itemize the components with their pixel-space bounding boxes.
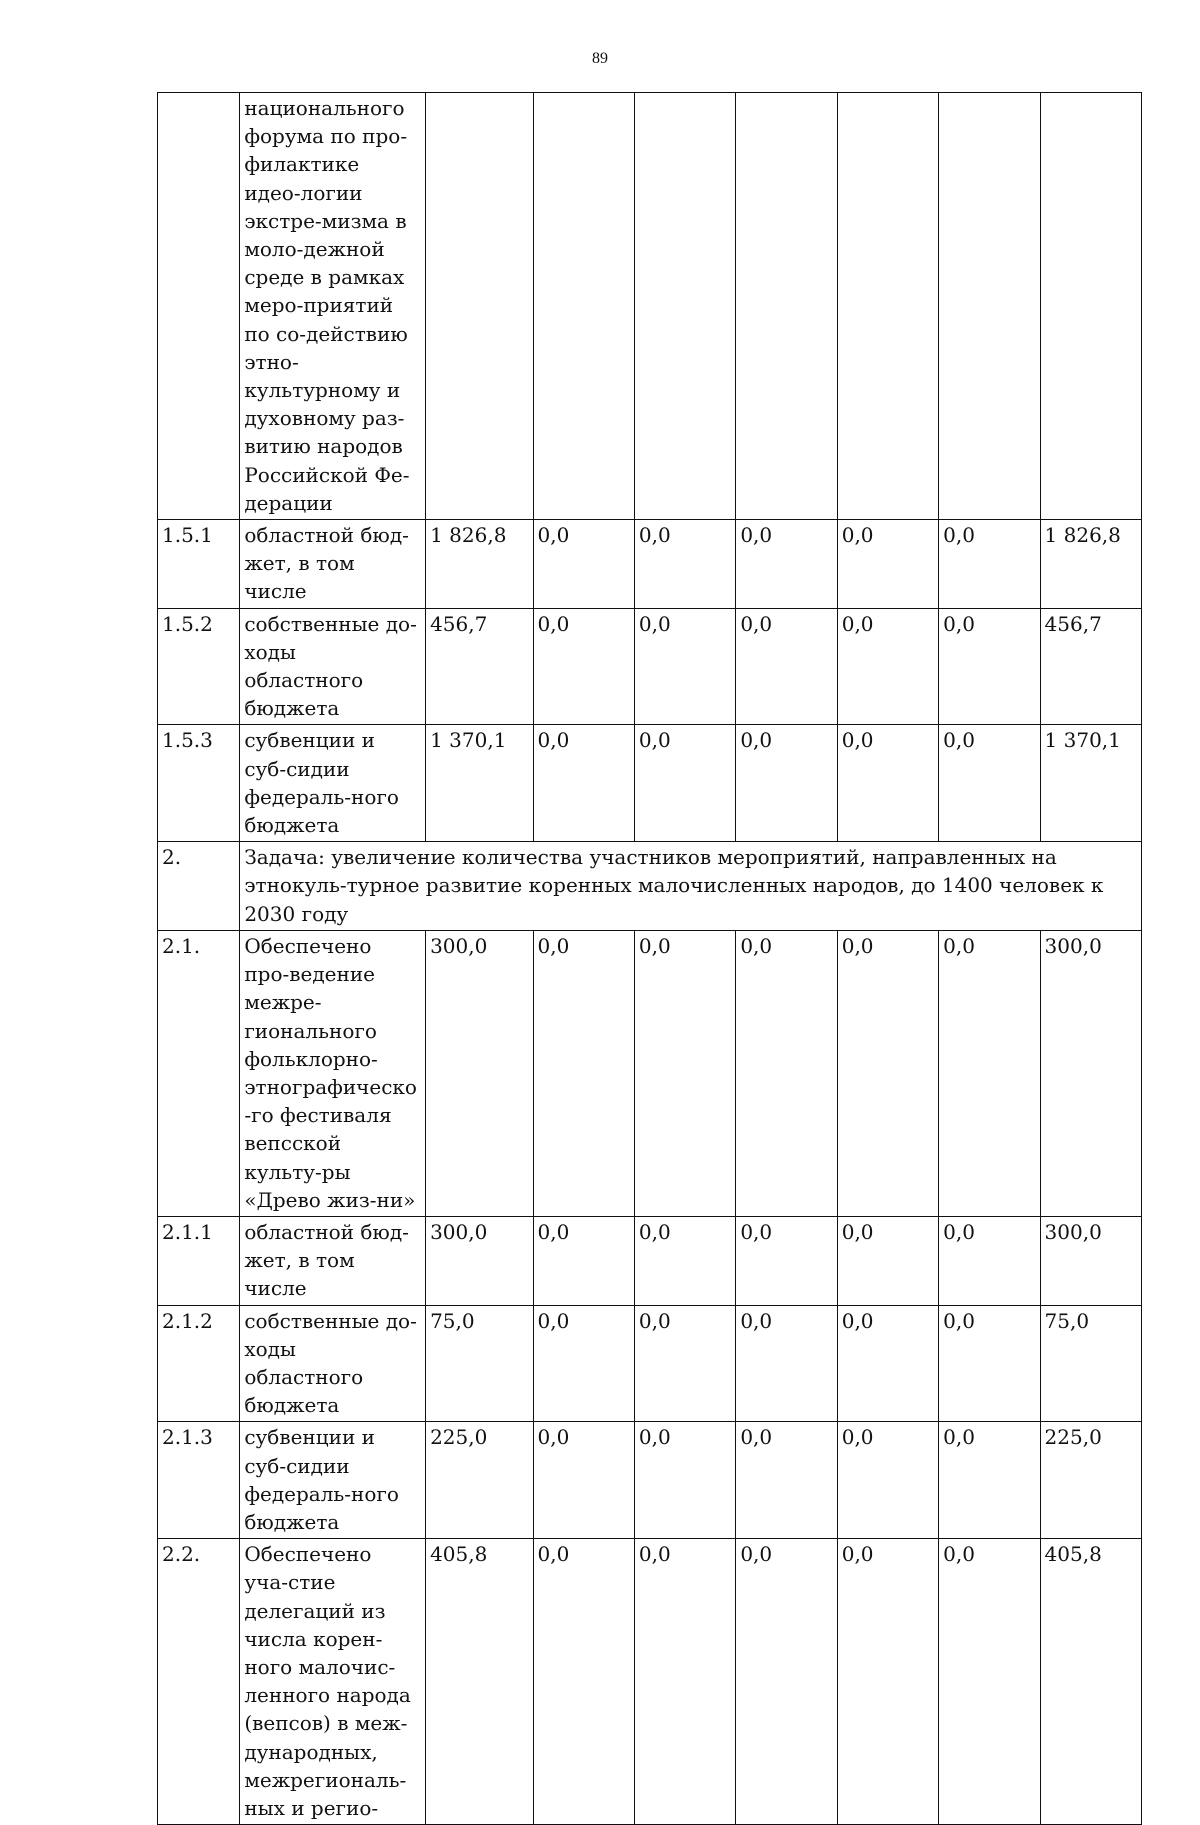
row-value: 0,0 xyxy=(736,520,837,609)
row-value xyxy=(426,93,533,520)
row-description: субвенции и суб-сидии федераль-ного бюджета xyxy=(240,725,426,842)
table-row xyxy=(158,1539,1142,1825)
row-value: 0,0 xyxy=(736,1305,837,1422)
table-row xyxy=(158,93,1142,520)
row-value: 0,0 xyxy=(533,1422,634,1539)
row-description: собственные до-ходы областного бюджета xyxy=(240,1305,426,1422)
table-row xyxy=(158,930,1142,1216)
row-value: 0,0 xyxy=(837,1305,938,1422)
row-value: 300,0 xyxy=(426,930,533,1216)
row-value: 0,0 xyxy=(939,725,1040,842)
row-value: 225,0 xyxy=(1040,1422,1141,1539)
table-row xyxy=(158,1422,1142,1539)
table-row xyxy=(158,1305,1142,1422)
row-number: 2.1. xyxy=(158,930,240,1216)
row-value: 0,0 xyxy=(533,1216,634,1305)
row-description: национального форума по про-филактике идео-логии экстре-мизма в моло-дежной среде в рамках меро-приятий по со-действию этно-культурному и духовному раз-витию народов Российской Фе-дерации xyxy=(240,93,426,520)
row-value: 0,0 xyxy=(939,1422,1040,1539)
row-value: 0,0 xyxy=(939,1305,1040,1422)
row-description: собственные до-ходы областного бюджета xyxy=(240,608,426,725)
row-value: 1 370,1 xyxy=(1040,725,1141,842)
task-number: 2. xyxy=(158,842,240,931)
row-value: 0,0 xyxy=(634,1216,735,1305)
row-number: 2.1.2 xyxy=(158,1305,240,1422)
row-description: Обеспечено уча-стие делегаций из числа корен-ного малочис-ленного народа (вепсов) в меж-дународных, межрегиональ-ных и регио- xyxy=(240,1539,426,1825)
row-value: 0,0 xyxy=(837,1216,938,1305)
budget-table xyxy=(157,92,1142,1825)
row-value: 0,0 xyxy=(939,1539,1040,1825)
row-value: 0,0 xyxy=(533,520,634,609)
row-value: 405,8 xyxy=(426,1539,533,1825)
row-value: 456,7 xyxy=(426,608,533,725)
row-value xyxy=(533,93,634,520)
row-value: 0,0 xyxy=(837,725,938,842)
row-value: 300,0 xyxy=(1040,1216,1141,1305)
row-number xyxy=(158,93,240,520)
row-value: 0,0 xyxy=(939,930,1040,1216)
row-value: 0,0 xyxy=(837,520,938,609)
row-description: областной бюд-жет, в том числе xyxy=(240,520,426,609)
row-value: 0,0 xyxy=(736,1539,837,1825)
row-description: субвенции и суб-сидии федераль-ного бюджета xyxy=(240,1422,426,1539)
row-value: 0,0 xyxy=(837,1422,938,1539)
page-number: 89 xyxy=(592,50,608,67)
row-value: 0,0 xyxy=(533,608,634,725)
row-number: 2.2. xyxy=(158,1539,240,1825)
row-value: 300,0 xyxy=(426,1216,533,1305)
row-value: 456,7 xyxy=(1040,608,1141,725)
row-description: областной бюд-жет, в том числе xyxy=(240,1216,426,1305)
row-value: 0,0 xyxy=(533,930,634,1216)
row-value: 75,0 xyxy=(1040,1305,1141,1422)
row-value: 405,8 xyxy=(1040,1539,1141,1825)
row-value xyxy=(736,93,837,520)
table-row xyxy=(158,725,1142,842)
table-row xyxy=(158,520,1142,609)
row-value: 0,0 xyxy=(533,725,634,842)
row-value: 0,0 xyxy=(939,608,1040,725)
row-number: 1.5.3 xyxy=(158,725,240,842)
task-text: Задача: увеличение количества участников мероприятий, направленных на этнокуль-турное развитие коренных малочисленных народов, до 1400 человек к 2030 году xyxy=(240,842,1142,931)
row-value: 1 826,8 xyxy=(426,520,533,609)
row-value: 300,0 xyxy=(1040,930,1141,1216)
row-value: 0,0 xyxy=(939,1216,1040,1305)
row-value: 0,0 xyxy=(634,930,735,1216)
row-value: 0,0 xyxy=(634,520,735,609)
row-value xyxy=(837,93,938,520)
row-description: Обеспечено про-ведение межре-гионального фольклорно-этнографическо-го фестиваля вепсской культу-ры «Древо жиз-ни» xyxy=(240,930,426,1216)
row-number: 1.5.2 xyxy=(158,608,240,725)
task-row xyxy=(158,842,1142,931)
row-value: 0,0 xyxy=(736,930,837,1216)
row-number: 1.5.1 xyxy=(158,520,240,609)
row-value: 0,0 xyxy=(736,1216,837,1305)
row-value: 1 370,1 xyxy=(426,725,533,842)
row-number: 2.1.3 xyxy=(158,1422,240,1539)
row-value: 0,0 xyxy=(939,520,1040,609)
row-value: 0,0 xyxy=(634,1539,735,1825)
row-value: 0,0 xyxy=(634,1422,735,1539)
row-value xyxy=(1040,93,1141,520)
row-value: 0,0 xyxy=(736,725,837,842)
row-value: 0,0 xyxy=(736,1422,837,1539)
task-row-group xyxy=(158,842,1142,931)
row-value: 0,0 xyxy=(533,1539,634,1825)
row-value: 0,0 xyxy=(634,608,735,725)
table-body-bottom xyxy=(158,930,1142,1824)
row-value xyxy=(634,93,735,520)
row-value: 0,0 xyxy=(837,608,938,725)
table-body-top xyxy=(158,93,1142,842)
row-value: 0,0 xyxy=(837,930,938,1216)
table-row xyxy=(158,608,1142,725)
row-value: 225,0 xyxy=(426,1422,533,1539)
row-number: 2.1.1 xyxy=(158,1216,240,1305)
row-value: 0,0 xyxy=(634,1305,735,1422)
row-value: 0,0 xyxy=(837,1539,938,1825)
row-value: 0,0 xyxy=(736,608,837,725)
row-value xyxy=(939,93,1040,520)
row-value: 75,0 xyxy=(426,1305,533,1422)
row-value: 0,0 xyxy=(634,725,735,842)
table-row xyxy=(158,1216,1142,1305)
row-value: 0,0 xyxy=(533,1305,634,1422)
row-value: 1 826,8 xyxy=(1040,520,1141,609)
